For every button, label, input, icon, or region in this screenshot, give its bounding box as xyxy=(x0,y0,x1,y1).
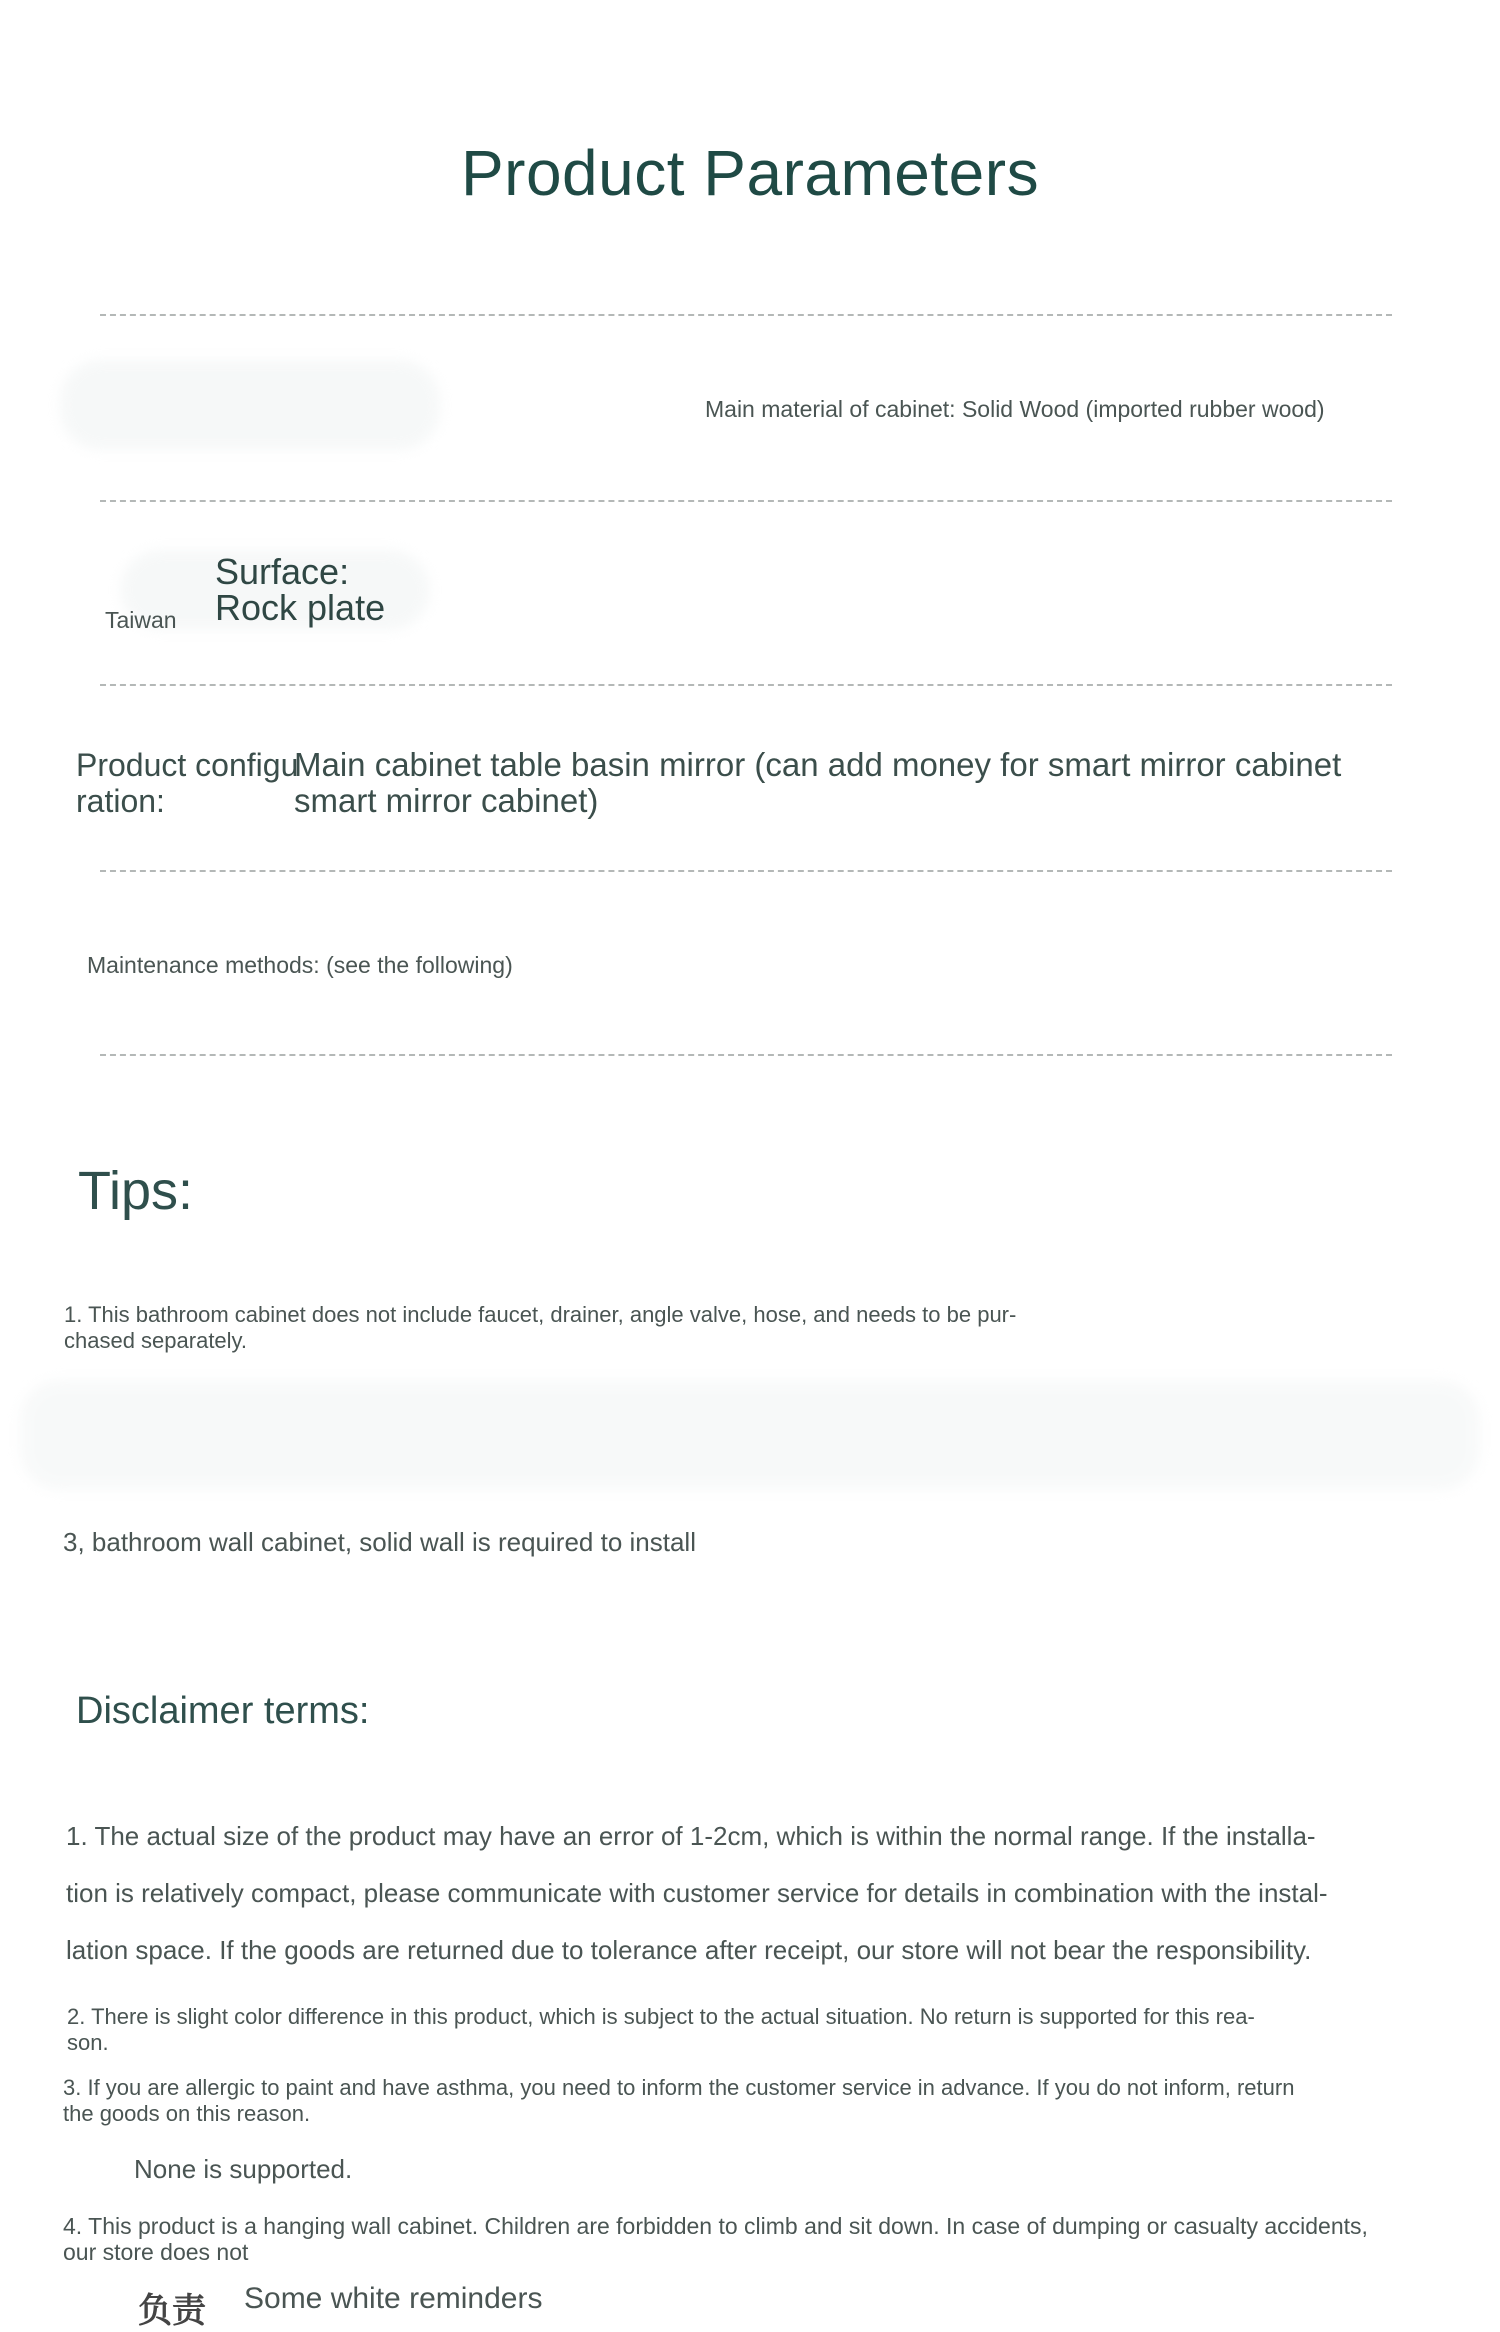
tips-item-line: chased separately. xyxy=(64,1328,248,1353)
disclaimer-item-line: 2. There is slight color difference in this product, which is subject to the actual situation. No return is supported for this rea- xyxy=(67,2004,1255,2029)
divider xyxy=(100,684,1392,686)
disclaimer-item-line: 1. The actual size of the product may have an error of 1-2cm, which is within the normal range. If the installa- xyxy=(66,1821,1316,1851)
product-config-label xyxy=(76,747,298,819)
reminder-text: Some white reminders xyxy=(244,2282,543,2315)
reminder-glyph-icon: 负责 xyxy=(138,2291,206,2331)
divider xyxy=(100,314,1392,316)
disclaimer-heading: Disclaimer terms: xyxy=(76,1690,370,1732)
tips-heading: Tips: xyxy=(78,1161,194,1221)
background-smudge xyxy=(60,360,440,450)
divider xyxy=(100,1054,1392,1056)
divider xyxy=(100,870,1392,872)
disclaimer-item-line: tion is relatively compact, please communicate with customer service for details in combination with the instal- xyxy=(66,1878,1328,1908)
disclaimer-item-line: our store does not xyxy=(63,2239,249,2265)
main-material-text: Main material of cabinet: Solid Wood (imported rubber wood) xyxy=(705,396,1325,422)
disclaimer-item-line: the goods on this reason. xyxy=(63,2101,311,2126)
disclaimer-item-line: 3. If you are allergic to paint and have asthma, you need to inform the customer service in advance. If you do not inform, return xyxy=(63,2075,1295,2100)
background-smudge xyxy=(20,1380,1480,1490)
tips-item-line: 1. This bathroom cabinet does not include faucet, drainer, angle valve, hose, and needs to be pur- xyxy=(64,1302,1017,1327)
product-config-value-line: smart mirror cabinet) xyxy=(294,782,599,819)
disclaimer-item-3 xyxy=(63,2075,1294,2127)
disclaimer-item-2 xyxy=(67,2004,1255,2056)
product-config-value-line: Main cabinet table basin mirror (can add money for smart mirror cabinet xyxy=(294,746,1342,783)
product-config-value xyxy=(294,747,1341,819)
disclaimer-item-1 xyxy=(66,1808,1328,1979)
maintenance-text: Maintenance methods: (see the following) xyxy=(87,952,513,978)
surface-field xyxy=(215,551,386,628)
disclaimer-item-line: son. xyxy=(67,2030,109,2055)
disclaimer-item-3-note: None is supported. xyxy=(134,2154,353,2184)
origin-text: Taiwan xyxy=(105,607,177,633)
surface-label: Surface: xyxy=(215,551,350,592)
surface-value: Rock plate xyxy=(215,587,386,628)
product-config-label-line: Product configu xyxy=(76,747,299,783)
disclaimer-item-4 xyxy=(63,2213,1368,2265)
disclaimer-item-line: 4. This product is a hanging wall cabinet. Children are forbidden to climb and sit down. In case of dumping or casualty accidents, xyxy=(63,2213,1368,2239)
tips-item-3: 3, bathroom wall cabinet, solid wall is required to install xyxy=(63,1527,696,1557)
divider xyxy=(100,500,1392,502)
tips-item-1 xyxy=(64,1302,1016,1354)
page-title: Product Parameters xyxy=(460,137,1040,209)
product-config-label-line: ration: xyxy=(76,783,165,819)
disclaimer-item-line: lation space. If the goods are returned due to tolerance after receipt, our store will not bear the responsibility. xyxy=(66,1935,1312,1965)
